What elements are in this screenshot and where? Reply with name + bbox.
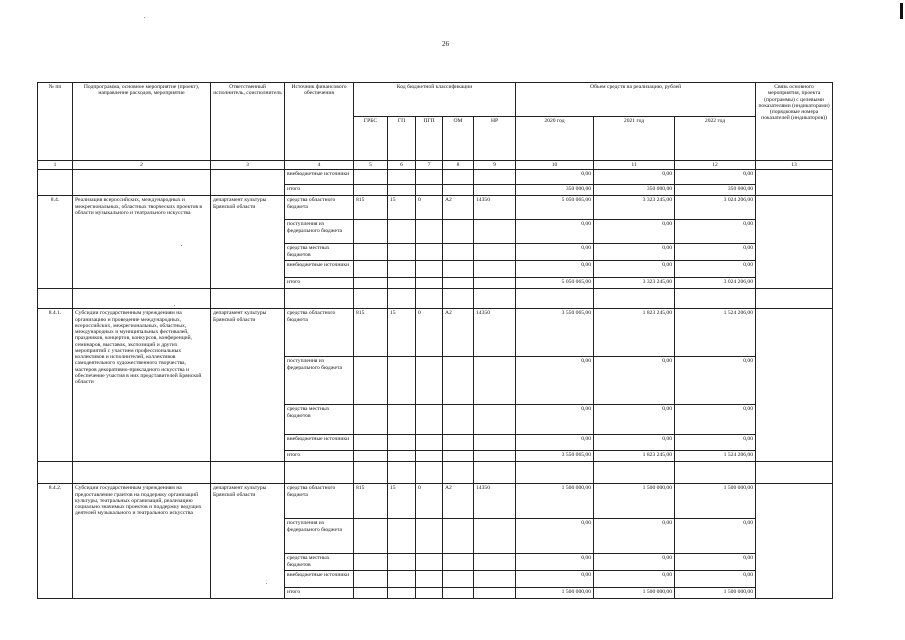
executor-cell: департамент культуры Брянской области xyxy=(211,309,285,462)
pgp-cell xyxy=(416,170,443,185)
value-2020-cell: 1 500 000,00 xyxy=(516,588,594,599)
empty-cell xyxy=(756,462,833,484)
pgp-cell xyxy=(416,278,443,289)
empty-cell xyxy=(416,462,443,484)
header-2020: 2020 год xyxy=(516,117,594,161)
nr-cell xyxy=(474,278,516,289)
measure-name-cell: Реализация всероссийских, международных и межрегиональных, областных творческих проектов в области музыкального и театрального искусства xyxy=(73,196,211,289)
value-2022-cell: 1 500 000,00 xyxy=(675,588,756,599)
col-number: 1 xyxy=(38,161,73,170)
value-2021-cell: 1 823 245,00 xyxy=(594,309,675,357)
value-2022-cell: 3 024 206,00 xyxy=(675,278,756,289)
om-cell: А2 xyxy=(443,196,474,220)
value-2020-cell: 5 050 065,00 xyxy=(516,278,594,289)
value-2022-cell: 350 000,00 xyxy=(675,185,756,196)
nr-cell xyxy=(474,405,516,435)
scan-speck xyxy=(144,17,145,18)
header-nr: НР xyxy=(474,117,516,161)
nr-cell xyxy=(474,451,516,462)
gp-cell xyxy=(388,571,416,588)
col-number: 3 xyxy=(211,161,285,170)
spacer-row xyxy=(38,289,833,309)
value-2022-cell: 1 500 000,00 xyxy=(675,484,756,519)
edge-mark xyxy=(900,3,903,19)
empty-cell xyxy=(443,462,474,484)
measure-name-cell: Субсидии государственным учреждениям на предоставление грантов на поддержку организаций культуры, театральных организаций, реализацию социально значимых проектов и поддержку ведущих деятелей музыкального и театрального искусства xyxy=(73,484,211,599)
source-cell: поступления из федерального бюджета xyxy=(285,519,354,554)
col-number: 5 xyxy=(354,161,388,170)
gp-cell xyxy=(388,278,416,289)
value-2021-cell: 350 000,00 xyxy=(594,185,675,196)
value-2020-cell: 0,00 xyxy=(516,357,594,405)
pgp-cell: 0 xyxy=(416,196,443,220)
empty-cell xyxy=(73,289,211,309)
value-2021-cell: 3 323 245,00 xyxy=(594,278,675,289)
value-2021-cell: 0,00 xyxy=(594,220,675,244)
nr-cell xyxy=(474,170,516,185)
value-2022-cell: 0,00 xyxy=(675,519,756,554)
empty-cell xyxy=(388,289,416,309)
value-2021-cell: 0,00 xyxy=(594,357,675,405)
value-2021-cell: 1 823 245,00 xyxy=(594,451,675,462)
om-cell xyxy=(443,405,474,435)
value-2022-cell: 0,00 xyxy=(675,220,756,244)
empty-cell xyxy=(516,289,594,309)
empty-cell xyxy=(516,462,594,484)
value-2021-cell: 0,00 xyxy=(594,554,675,571)
pgp-cell xyxy=(416,261,443,278)
value-2021-cell: 3 323 245,00 xyxy=(594,196,675,220)
value-2022-cell: 0,00 xyxy=(675,357,756,405)
value-2021-cell: 0,00 xyxy=(594,405,675,435)
source-cell: средства местных бюджетов xyxy=(285,554,354,571)
col-number: 11 xyxy=(594,161,675,170)
num-cell xyxy=(38,170,73,196)
header-budget-code: Код бюджетной классификации xyxy=(354,83,516,117)
nr-cell xyxy=(474,244,516,261)
value-2022-cell: 0,00 xyxy=(675,571,756,588)
om-cell xyxy=(443,571,474,588)
table-row xyxy=(38,196,833,220)
gp-cell: 15 xyxy=(388,484,416,519)
gp-cell xyxy=(388,185,416,196)
value-2021-cell: 0,00 xyxy=(594,435,675,451)
value-2022-cell: 1 524 206,00 xyxy=(675,309,756,357)
value-2020-cell: 5 050 065,00 xyxy=(516,196,594,220)
value-2020-cell: 0,00 xyxy=(516,261,594,278)
om-cell xyxy=(443,278,474,289)
nr-cell: 14350 xyxy=(474,196,516,220)
empty-cell xyxy=(73,462,211,484)
gp-cell: 15 xyxy=(388,196,416,220)
gp-cell xyxy=(388,435,416,451)
pgp-cell xyxy=(416,571,443,588)
col-number: 7 xyxy=(416,161,443,170)
source-cell: внебюджетные источники xyxy=(285,261,354,278)
gp-cell xyxy=(388,261,416,278)
table-row xyxy=(38,484,833,519)
grbs-cell xyxy=(354,519,388,554)
executor-cell: департамент культуры Брянской области xyxy=(211,196,285,289)
row-number-cell: 8.4. xyxy=(38,196,73,289)
header-om: ОМ xyxy=(443,117,474,161)
nr-cell xyxy=(474,220,516,244)
col-number: 12 xyxy=(675,161,756,170)
grbs-cell xyxy=(354,571,388,588)
source-cell: итого xyxy=(285,278,354,289)
source-cell: средства местных бюджетов xyxy=(285,405,354,435)
col-number: 4 xyxy=(285,161,354,170)
value-2020-cell: 0,00 xyxy=(516,405,594,435)
om-cell xyxy=(443,554,474,571)
table-row xyxy=(38,170,833,185)
empty-cell xyxy=(38,462,73,484)
grbs-cell xyxy=(354,170,388,185)
col-number: 9 xyxy=(474,161,516,170)
empty-cell xyxy=(38,289,73,309)
executor-cell: департамент культуры Брянской области xyxy=(211,484,285,599)
header-row-1 xyxy=(38,83,833,117)
col-number: 8 xyxy=(443,161,474,170)
source-cell: поступления из федерального бюджета xyxy=(285,357,354,405)
grbs-cell xyxy=(354,261,388,278)
om-cell xyxy=(443,519,474,554)
om-cell xyxy=(443,244,474,261)
value-2021-cell: 1 500 000,00 xyxy=(594,588,675,599)
row-number-cell: 8.4.2. xyxy=(38,484,73,599)
value-2021-cell: 0,00 xyxy=(594,244,675,261)
header-num: № пп xyxy=(38,83,73,161)
header-volume: Объем средств на реализацию, рублей xyxy=(516,83,756,117)
header-2021: 2021 год xyxy=(594,117,675,161)
om-cell xyxy=(443,451,474,462)
nr-cell xyxy=(474,185,516,196)
budget-table xyxy=(37,82,833,599)
pgp-cell xyxy=(416,519,443,554)
pgp-cell xyxy=(416,357,443,405)
empty-cell xyxy=(354,289,388,309)
grbs-cell xyxy=(354,357,388,405)
empty-cell xyxy=(285,289,354,309)
source-cell: средства местных бюджетов xyxy=(285,244,354,261)
value-2020-cell: 0,00 xyxy=(516,244,594,261)
empty-cell xyxy=(594,462,675,484)
gp-cell xyxy=(388,220,416,244)
value-2020-cell: 0,00 xyxy=(516,554,594,571)
source-cell: итого xyxy=(285,451,354,462)
link-cell xyxy=(756,196,833,289)
nr-cell xyxy=(474,519,516,554)
executor-cell xyxy=(211,170,285,196)
pgp-cell xyxy=(416,185,443,196)
empty-cell xyxy=(354,462,388,484)
gp-cell xyxy=(388,451,416,462)
empty-cell xyxy=(211,289,285,309)
grbs-cell xyxy=(354,220,388,244)
pgp-cell: 0 xyxy=(416,309,443,357)
empty-cell xyxy=(675,462,756,484)
empty-cell xyxy=(211,462,285,484)
source-cell: средства областного бюджета xyxy=(285,309,354,357)
om-cell: А2 xyxy=(443,309,474,357)
om-cell xyxy=(443,435,474,451)
om-cell xyxy=(443,170,474,185)
header-gp: ГП xyxy=(388,117,416,161)
col-number: 2 xyxy=(73,161,211,170)
empty-cell xyxy=(416,289,443,309)
value-2021-cell: 0,00 xyxy=(594,170,675,185)
value-2022-cell: 0,00 xyxy=(675,554,756,571)
nr-cell xyxy=(474,588,516,599)
value-2022-cell: 0,00 xyxy=(675,170,756,185)
empty-cell xyxy=(675,289,756,309)
gp-cell: 15 xyxy=(388,309,416,357)
source-cell: внебюджетные источники xyxy=(285,170,354,185)
gp-cell xyxy=(388,405,416,435)
source-cell: итого xyxy=(285,185,354,196)
header-executor: Ответственный исполнитель, соисполнитель xyxy=(211,83,285,161)
empty-cell xyxy=(388,462,416,484)
grbs-cell xyxy=(354,554,388,571)
pgp-cell xyxy=(416,554,443,571)
value-2022-cell: 3 024 206,00 xyxy=(675,196,756,220)
header-pgp: ПГП xyxy=(416,117,443,161)
value-2021-cell: 0,00 xyxy=(594,261,675,278)
table-row xyxy=(38,309,833,357)
empty-cell xyxy=(756,289,833,309)
header-subprogram: Подпрограмма, основное мероприятие (проект), направление расходов, мероприятие xyxy=(73,83,211,161)
grbs-cell xyxy=(354,451,388,462)
header-grbs: ГРБС xyxy=(354,117,388,161)
om-cell: А2 xyxy=(443,484,474,519)
value-2021-cell: 0,00 xyxy=(594,519,675,554)
empty-cell xyxy=(443,289,474,309)
pgp-cell xyxy=(416,435,443,451)
page-number: 26 xyxy=(442,40,449,48)
gp-cell xyxy=(388,357,416,405)
link-cell xyxy=(756,484,833,599)
source-cell: внебюджетные источники xyxy=(285,435,354,451)
grbs-cell xyxy=(354,185,388,196)
gp-cell xyxy=(388,244,416,261)
link-cell xyxy=(756,309,833,462)
nr-cell xyxy=(474,357,516,405)
pgp-cell xyxy=(416,244,443,261)
column-number-row xyxy=(38,161,833,170)
spacer-row xyxy=(38,462,833,484)
grbs-cell: 815 xyxy=(354,196,388,220)
pgp-cell xyxy=(416,588,443,599)
value-2020-cell: 0,00 xyxy=(516,571,594,588)
name-cell xyxy=(73,170,211,196)
value-2022-cell: 0,00 xyxy=(675,405,756,435)
link-cell xyxy=(756,170,833,196)
om-cell xyxy=(443,220,474,244)
header-link: Связь основного мероприятия, проекта (программы) с целевыми показателями (индикаторами) (порядковые номера показателей (индикаторов)) xyxy=(756,83,833,161)
source-cell: поступления из федерального бюджета xyxy=(285,220,354,244)
gp-cell xyxy=(388,554,416,571)
grbs-cell xyxy=(354,278,388,289)
value-2020-cell: 3 550 065,00 xyxy=(516,451,594,462)
source-cell: средства областного бюджета xyxy=(285,196,354,220)
value-2020-cell: 0,00 xyxy=(516,435,594,451)
value-2020-cell: 0,00 xyxy=(516,170,594,185)
nr-cell xyxy=(474,554,516,571)
gp-cell xyxy=(388,519,416,554)
empty-cell xyxy=(474,462,516,484)
value-2022-cell: 0,00 xyxy=(675,435,756,451)
value-2021-cell: 1 500 000,00 xyxy=(594,484,675,519)
nr-cell: 14350 xyxy=(474,484,516,519)
gp-cell xyxy=(388,588,416,599)
om-cell xyxy=(443,185,474,196)
grbs-cell: 815 xyxy=(354,309,388,357)
value-2022-cell: 0,00 xyxy=(675,261,756,278)
grbs-cell: 815 xyxy=(354,484,388,519)
source-cell: внебюджетные источники xyxy=(285,571,354,588)
measure-name-cell: Субсидии государственным учреждениям на организацию и проведение международных, всероссийских, межрегиональных, областных, международных и муниципальных фестивалей, праздников, концертов, конкурсов, конференций, семинаров, выставок, экспозиций и других мероприятий с участием профессиональных коллективов и исполнителей, коллективов самодеятельного художественного творчества, мастеров декоративно-прикладного искусства и обеспечение участия в них представителей Брянской области xyxy=(73,309,211,462)
value-2020-cell: 0,00 xyxy=(516,519,594,554)
col-number: 10 xyxy=(516,161,594,170)
value-2022-cell: 0,00 xyxy=(675,244,756,261)
grbs-cell xyxy=(354,244,388,261)
pgp-cell: 0 xyxy=(416,484,443,519)
value-2020-cell: 1 500 000,00 xyxy=(516,484,594,519)
grbs-cell xyxy=(354,435,388,451)
om-cell xyxy=(443,261,474,278)
value-2022-cell: 1 524 206,00 xyxy=(675,451,756,462)
header-2022: 2022 год xyxy=(675,117,756,161)
empty-cell xyxy=(474,289,516,309)
nr-cell xyxy=(474,261,516,278)
gp-cell xyxy=(388,170,416,185)
source-cell: средства областного бюджета xyxy=(285,484,354,519)
col-number: 13 xyxy=(756,161,833,170)
om-cell xyxy=(443,588,474,599)
nr-cell xyxy=(474,435,516,451)
pgp-cell xyxy=(416,220,443,244)
pgp-cell xyxy=(416,451,443,462)
empty-cell xyxy=(594,289,675,309)
source-cell: итого xyxy=(285,588,354,599)
nr-cell xyxy=(474,571,516,588)
empty-cell xyxy=(285,462,354,484)
om-cell xyxy=(443,357,474,405)
col-number: 6 xyxy=(388,161,416,170)
value-2020-cell: 0,00 xyxy=(516,220,594,244)
grbs-cell xyxy=(354,405,388,435)
row-number-cell: 8.4.1. xyxy=(38,309,73,462)
pgp-cell xyxy=(416,405,443,435)
value-2021-cell: 0,00 xyxy=(594,571,675,588)
header-source: Источник финансового обеспечения xyxy=(285,83,354,161)
value-2020-cell: 350 000,00 xyxy=(516,185,594,196)
nr-cell: 14350 xyxy=(474,309,516,357)
value-2020-cell: 3 550 065,00 xyxy=(516,309,594,357)
grbs-cell xyxy=(354,588,388,599)
